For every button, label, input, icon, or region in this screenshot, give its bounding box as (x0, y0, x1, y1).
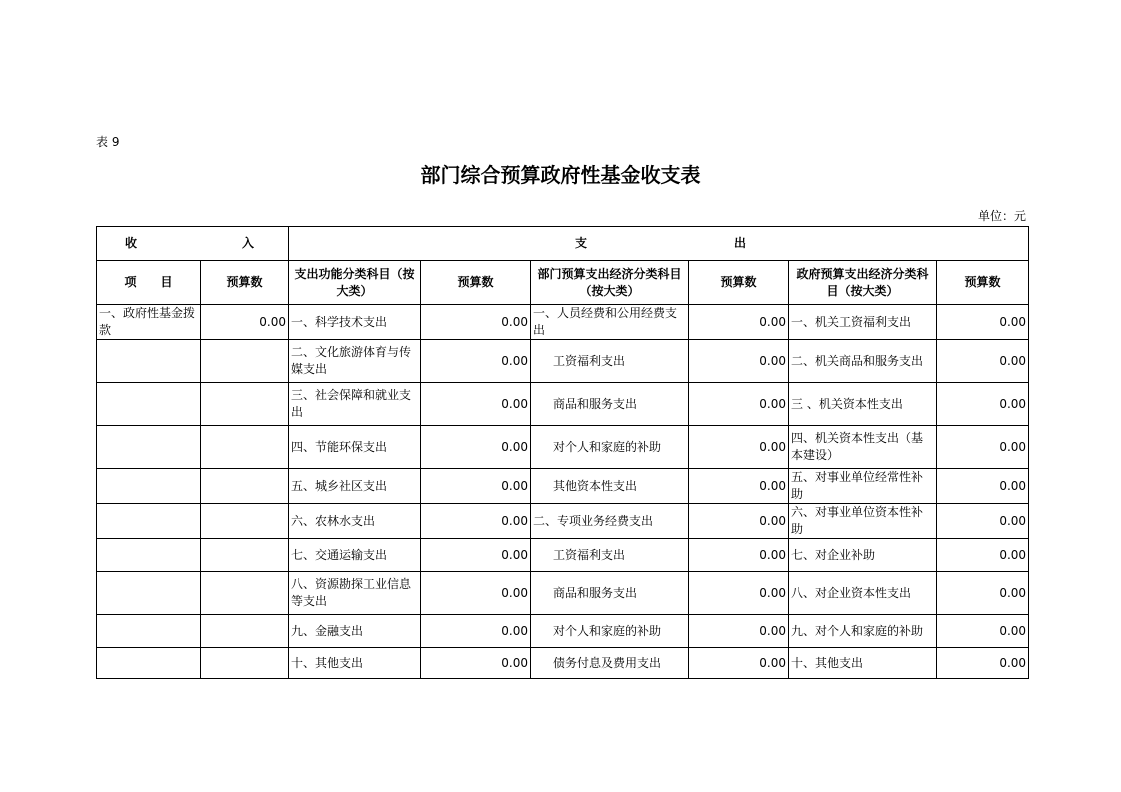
income-amount-cell (201, 648, 289, 679)
income-header (97, 227, 289, 261)
table-row (97, 539, 1029, 572)
gov-econ-cell: 六、对事业单位资本性补助 (789, 504, 937, 539)
func-class-cell: 二、文化旅游体育与传媒支出 (289, 340, 421, 383)
col-header-gov-budget: 预算数 (937, 261, 1029, 305)
table-row (97, 504, 1029, 539)
table-row (97, 572, 1029, 615)
dept-amount-cell: 0.00 (689, 648, 789, 679)
dept-econ-cell: 对个人和家庭的补助 (531, 615, 689, 648)
gov-amount-cell: 0.00 (937, 383, 1029, 426)
income-amount-cell (201, 383, 289, 426)
table-row (97, 426, 1029, 469)
func-amount-cell: 0.00 (421, 305, 531, 340)
dept-amount-cell: 0.00 (689, 305, 789, 340)
func-amount-cell: 0.00 (421, 469, 531, 504)
dept-amount-cell: 0.00 (689, 383, 789, 426)
func-class-cell: 三、社会保障和就业支出 (289, 383, 421, 426)
dept-econ-cell: 工资福利支出 (531, 340, 689, 383)
gov-econ-cell: 四、机关资本性支出（基本建设） (789, 426, 937, 469)
income-item-cell (97, 572, 201, 615)
expense-header-left: 支 (575, 236, 588, 250)
income-amount-cell (201, 469, 289, 504)
dept-amount-cell: 0.00 (689, 340, 789, 383)
dept-econ-cell: 债务付息及费用支出 (531, 648, 689, 679)
col-header-gov-econ-class: 政府预算支出经济分类科目（按大类） (789, 261, 937, 305)
gov-amount-cell: 0.00 (937, 504, 1029, 539)
func-class-cell: 十、其他支出 (289, 648, 421, 679)
func-class-cell: 一、科学技术支出 (289, 305, 421, 340)
gov-econ-cell: 三 、机关资本性支出 (789, 383, 937, 426)
header-row-columns (97, 261, 1029, 305)
table-row (97, 648, 1029, 679)
income-amount-cell (201, 572, 289, 615)
table-row (97, 340, 1029, 383)
income-item-cell (97, 648, 201, 679)
table-row (97, 469, 1029, 504)
dept-econ-cell: 二、专项业务经费支出 (531, 504, 689, 539)
func-amount-cell: 0.00 (421, 648, 531, 679)
dept-econ-cell: 工资福利支出 (531, 539, 689, 572)
dept-amount-cell: 0.00 (689, 615, 789, 648)
dept-econ-cell: 对个人和家庭的补助 (531, 426, 689, 469)
income-amount-cell (201, 615, 289, 648)
gov-amount-cell: 0.00 (937, 572, 1029, 615)
gov-amount-cell: 0.00 (937, 305, 1029, 340)
func-amount-cell: 0.00 (421, 340, 531, 383)
gov-amount-cell: 0.00 (937, 648, 1029, 679)
dept-amount-cell: 0.00 (689, 426, 789, 469)
income-header-right: 入 (241, 236, 254, 250)
expense-header-right: 出 (734, 236, 747, 250)
func-amount-cell: 0.00 (421, 539, 531, 572)
gov-econ-cell: 八、对企业资本性支出 (789, 572, 937, 615)
func-class-cell: 八、资源勘探工业信息等支出 (289, 572, 421, 615)
gov-amount-cell: 0.00 (937, 340, 1029, 383)
col-header-dept-budget: 预算数 (689, 261, 789, 305)
income-item-cell (97, 539, 201, 572)
income-item-cell (97, 426, 201, 469)
func-amount-cell: 0.00 (421, 572, 531, 615)
gov-econ-cell: 二、机关商品和服务支出 (789, 340, 937, 383)
func-amount-cell: 0.00 (421, 383, 531, 426)
func-class-cell: 五、城乡社区支出 (289, 469, 421, 504)
gov-amount-cell: 0.00 (937, 615, 1029, 648)
table-row (97, 305, 1029, 340)
income-amount-cell (201, 340, 289, 383)
income-amount-cell (201, 504, 289, 539)
page-title: 部门综合预算政府性基金收支表 (420, 163, 701, 187)
gov-econ-cell: 七、对企业补助 (789, 539, 937, 572)
dept-amount-cell: 0.00 (689, 504, 789, 539)
gov-econ-cell: 一、机关工资福利支出 (789, 305, 937, 340)
income-amount-cell: 0.00 (201, 305, 289, 340)
func-amount-cell: 0.00 (421, 504, 531, 539)
income-amount-cell (201, 426, 289, 469)
gov-amount-cell: 0.00 (937, 539, 1029, 572)
col-header-dept-econ-class: 部门预算支出经济分类科目（按大类） (531, 261, 689, 305)
dept-amount-cell: 0.00 (689, 572, 789, 615)
col-header-item: 项 目 (97, 261, 201, 305)
func-amount-cell: 0.00 (421, 426, 531, 469)
dept-econ-cell: 商品和服务支出 (531, 383, 689, 426)
gov-econ-cell: 五、对事业单位经常性补助 (789, 469, 937, 504)
income-header-left: 收 (125, 236, 138, 250)
income-item-cell: 一、政府性基金拨款 (97, 305, 201, 340)
income-item-cell (97, 340, 201, 383)
unit-label: 单位：元 (977, 209, 1026, 223)
table-row (97, 615, 1029, 648)
col-header-income-budget: 预算数 (201, 261, 289, 305)
func-class-cell: 六、农林水支出 (289, 504, 421, 539)
dept-econ-cell: 一、人员经费和公用经费支出 (531, 305, 689, 340)
dept-amount-cell: 0.00 (689, 469, 789, 504)
table-row (97, 383, 1029, 426)
income-item-cell (97, 469, 201, 504)
func-class-cell: 七、交通运输支出 (289, 539, 421, 572)
col-header-func-budget: 预算数 (421, 261, 531, 305)
gov-amount-cell: 0.00 (937, 469, 1029, 504)
budget-table (96, 226, 1029, 679)
income-item-cell (97, 383, 201, 426)
gov-econ-cell: 九、对个人和家庭的补助 (789, 615, 937, 648)
dept-amount-cell: 0.00 (689, 539, 789, 572)
func-amount-cell: 0.00 (421, 615, 531, 648)
func-class-cell: 九、金融支出 (289, 615, 421, 648)
expense-header (289, 227, 1029, 261)
func-class-cell: 四、节能环保支出 (289, 426, 421, 469)
dept-econ-cell: 商品和服务支出 (531, 572, 689, 615)
income-amount-cell (201, 539, 289, 572)
income-item-cell (97, 615, 201, 648)
header-row-top (97, 227, 1029, 261)
income-item-cell (97, 504, 201, 539)
dept-econ-cell: 其他资本性支出 (531, 469, 689, 504)
col-header-func-class: 支出功能分类科目（按大类） (289, 261, 421, 305)
table-number: 表 9 (96, 135, 120, 149)
gov-amount-cell: 0.00 (937, 426, 1029, 469)
gov-econ-cell: 十、其他支出 (789, 648, 937, 679)
